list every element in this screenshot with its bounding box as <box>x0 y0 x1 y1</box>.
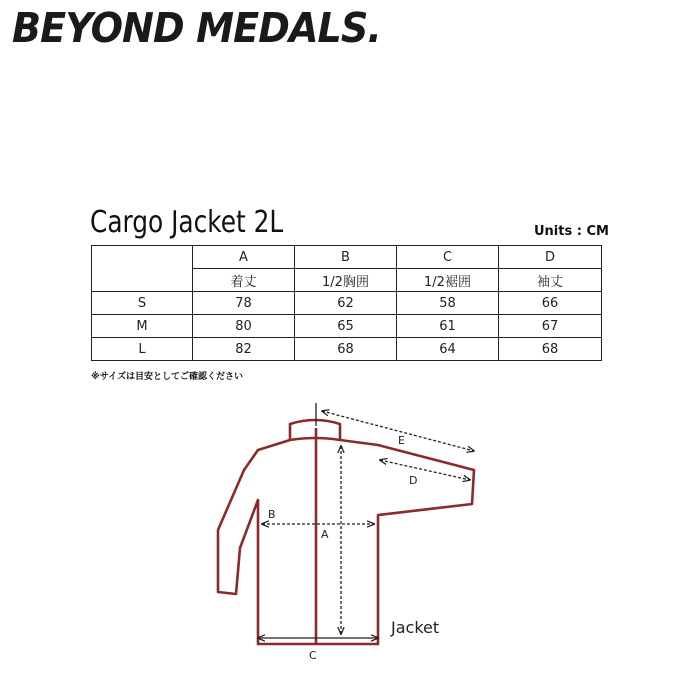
col-letter-c: C <box>397 246 499 269</box>
brand-logo: BEYOND MEDALS. <box>12 4 381 52</box>
size-cell: M <box>92 315 193 338</box>
value-cell: 80 <box>193 315 295 338</box>
value-cell: 66 <box>499 292 602 315</box>
value-cell: 68 <box>499 338 602 361</box>
size-note: ※サイズは目安としてご確認ください <box>91 372 244 382</box>
dimension-e-label: E <box>398 434 405 447</box>
dimension-b-label: B <box>268 508 276 521</box>
col-label-c: 1/2裾囲 <box>397 269 499 292</box>
dimension-d-line <box>380 460 470 480</box>
value-cell: 65 <box>295 315 397 338</box>
value-cell: 62 <box>295 292 397 315</box>
jacket-body-outline <box>218 440 474 644</box>
dimension-d-label: D <box>409 474 418 487</box>
col-label-a: 着丈 <box>193 269 295 292</box>
value-cell: 58 <box>397 292 499 315</box>
product-title: Cargo Jacket 2L <box>90 205 284 240</box>
dimension-c-label: C <box>309 649 317 662</box>
jacket-outline <box>218 420 474 644</box>
units-label: Units : CM <box>534 224 609 239</box>
value-cell: 78 <box>193 292 295 315</box>
col-letter-d: D <box>499 246 602 269</box>
garment-label: Jacket <box>391 618 440 637</box>
col-letter-a: A <box>193 246 295 269</box>
size-cell: L <box>92 338 193 361</box>
value-cell: 64 <box>397 338 499 361</box>
dimension-a-label: A <box>321 528 329 541</box>
value-cell: 61 <box>397 315 499 338</box>
size-cell: S <box>92 292 193 315</box>
value-cell: 82 <box>193 338 295 361</box>
value-cell: 67 <box>499 315 602 338</box>
col-label-b: 1/2胸囲 <box>295 269 397 292</box>
col-letter-b: B <box>295 246 397 269</box>
col-label-d: 袖丈 <box>499 269 602 292</box>
value-cell: 68 <box>295 338 397 361</box>
